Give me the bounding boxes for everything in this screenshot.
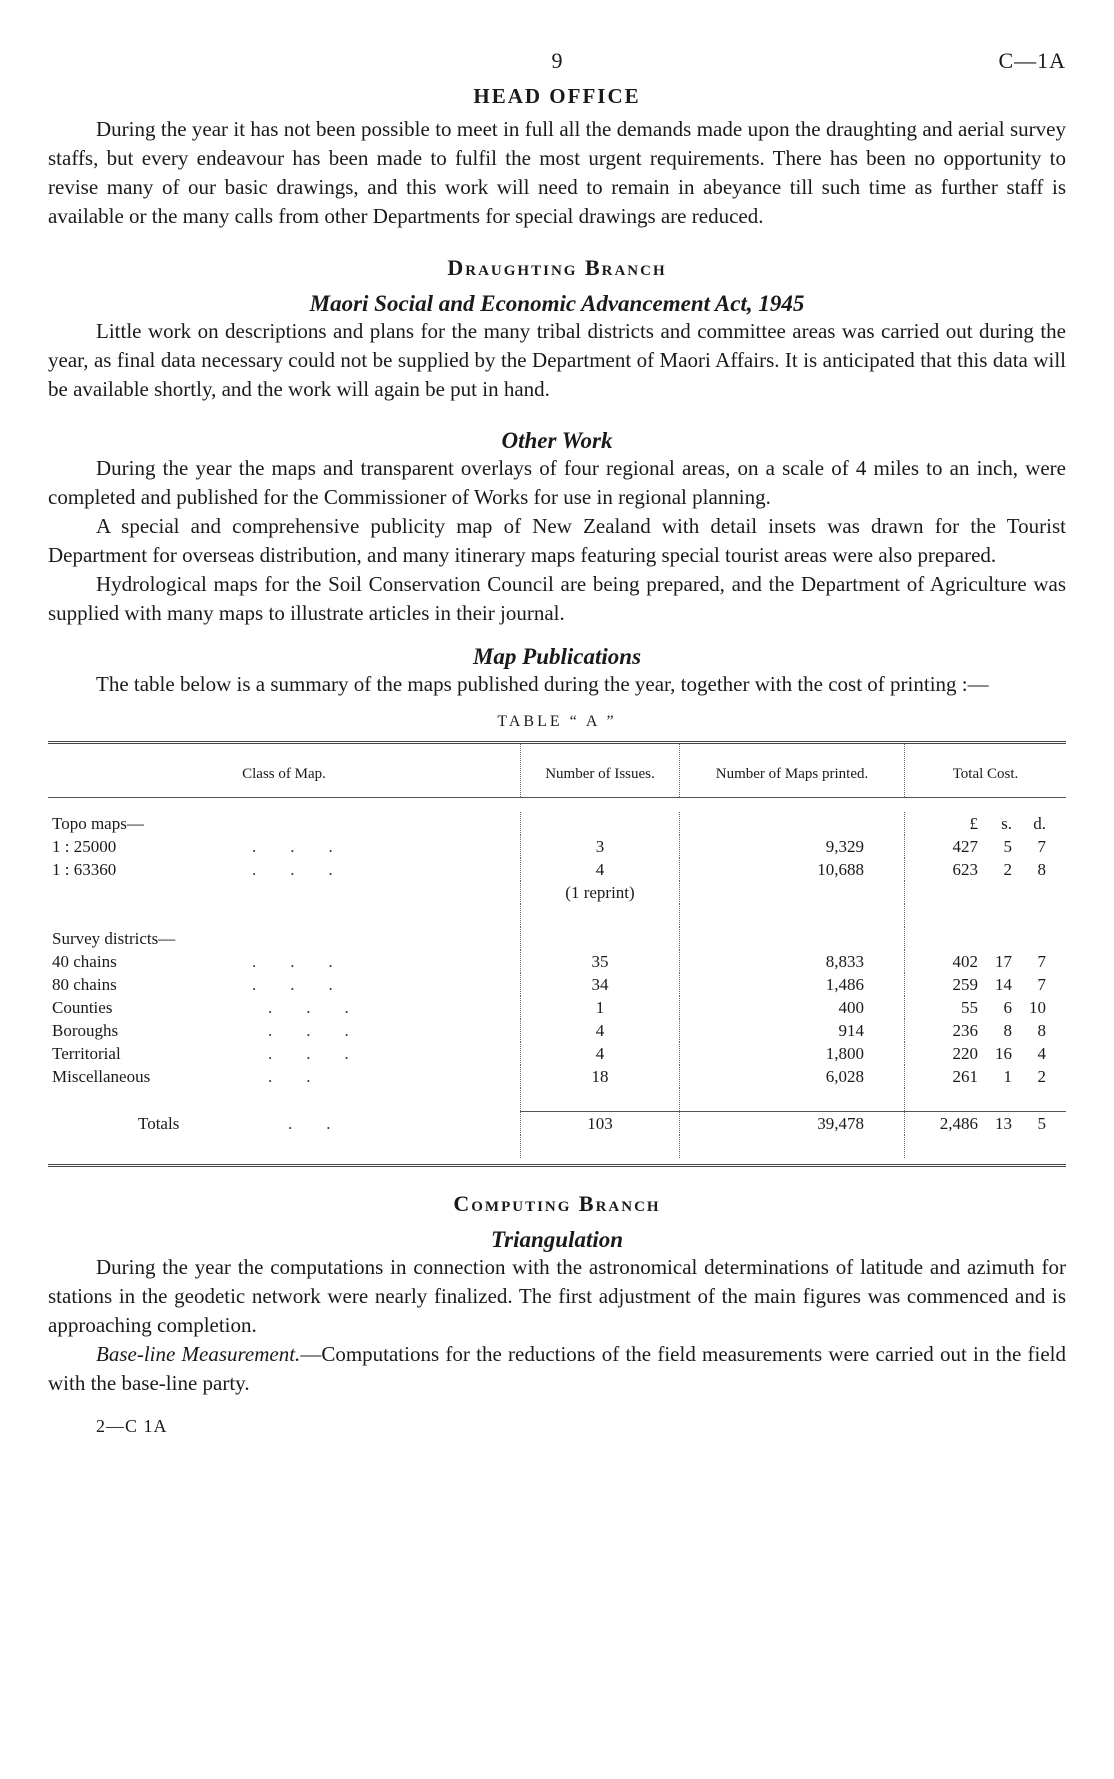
- table-row: Territorial ... 4 1,800 220 16 4: [48, 1042, 1066, 1065]
- document-code: C—1A: [998, 48, 1066, 73]
- row-maps: 1,486: [680, 973, 905, 996]
- table-row: [48, 812, 1066, 835]
- row-maps: 1,800: [680, 1042, 905, 1065]
- row-label: Boroughs: [52, 1021, 119, 1040]
- row-shillings: 8: [1003, 1021, 1012, 1040]
- other-work-paragraph-3: Hydrological maps for the Soil Conservation Council are being prepared, and the Department of Agriculture was supplied with many maps to illustrate articles in their journal.: [48, 572, 1066, 625]
- row-label: 1 : 63360: [52, 860, 117, 879]
- row-issues: 18: [521, 1065, 680, 1088]
- row-shillings: 6: [1003, 998, 1012, 1017]
- row-maps: 10,688: [680, 858, 905, 881]
- row-maps: 914: [680, 1019, 905, 1042]
- row-label: Counties: [52, 998, 113, 1017]
- row-issues: 4: [521, 1019, 680, 1042]
- row-shillings: 17: [995, 952, 1012, 971]
- running-header: [48, 40, 1066, 80]
- totals-shillings: 13: [995, 1114, 1012, 1133]
- row-issues: 1: [521, 996, 680, 1019]
- row-maps: 8,833: [680, 950, 905, 973]
- table-row: Counties ... 1 400 55 6 10: [48, 996, 1066, 1019]
- other-work-paragraph-2: A special and comprehensive publicity map of New Zealand with detail insets was drawn for the Tourist Department for overseas distribution, and many itinerary maps featuring special tourist areas were also prepared.: [48, 514, 1066, 567]
- row-pounds: 220: [952, 1044, 978, 1063]
- pence-unit: d.: [1033, 814, 1046, 833]
- table-caption: TABLE “ A ”: [497, 713, 617, 730]
- header-class: Class of Map.: [48, 744, 521, 798]
- baseline-text: —Computations for the reductions of the field measurements were carried out in the field with the base-line party.: [48, 1342, 1066, 1395]
- row-pounds: 402: [952, 952, 978, 971]
- row-label: Territorial: [52, 1044, 121, 1063]
- header-maps: Number of Maps printed.: [680, 744, 905, 798]
- table-row: Miscellaneous .. 18 6,028 261 1 2: [48, 1065, 1066, 1088]
- row-shillings: 5: [1003, 837, 1012, 856]
- row-pence: 2: [1037, 1067, 1046, 1086]
- row-pounds: 236: [952, 1021, 978, 1040]
- document-page: [48, 40, 1066, 1437]
- totals-pence: 5: [1037, 1114, 1046, 1133]
- head-office-paragraph: During the year it has not been possible to meet in full all the demands made upon the draughting and aerial survey staffs, but every endeavour has been made to fulfil the most urgent requirements. There has been no opportunity to revise many of our basic drawings, and this work will need to remain in abeyance till such time as further staff is available or the many calls from other Departments for special drawings are reduced.: [48, 117, 1066, 228]
- row-pence: 4: [1037, 1044, 1046, 1063]
- row-maps: 6,028: [680, 1065, 905, 1088]
- totals-label: Totals: [138, 1113, 180, 1133]
- footer-signature: 2—C 1A: [96, 1416, 168, 1436]
- row-pence: 10: [1029, 998, 1046, 1017]
- pounds-unit: £: [969, 814, 978, 833]
- triangulation-heading: Triangulation: [490, 1227, 624, 1252]
- row-shillings: 1: [1003, 1067, 1012, 1086]
- table-row: [48, 927, 1066, 950]
- computing-branch-heading: Computing Branch: [453, 1191, 661, 1216]
- map-publications-heading: Map Publications: [472, 644, 642, 669]
- table-row: [48, 881, 1066, 904]
- map-publications-paragraph: The table below is a summary of the maps published during the year, together with the cost of printing :—: [96, 672, 989, 696]
- maori-act-paragraph: Little work on descriptions and plans for the many tribal districts and committee areas was carried out during the year, as final data necessary could not be supplied by the Department of Maori Affairs. It is anticipated that this data will be available shortly, and the work will again be put in hand.: [48, 319, 1066, 401]
- row-issues: 34: [521, 973, 680, 996]
- row-pence: 8: [1037, 860, 1046, 879]
- row-issues: 35: [521, 950, 680, 973]
- other-work-heading: Other Work: [501, 428, 613, 453]
- triangulation-paragraph: During the year the computations in connection with the astronomical determinations of latitude and azimuth for stations in the geodetic network were nearly finalized. The first adjustment of the main figures was commenced and is approaching completion.: [48, 1255, 1066, 1337]
- row-pence: 7: [1037, 975, 1046, 994]
- row-label: 80 chains: [52, 975, 117, 994]
- row-pounds: 623: [952, 860, 978, 879]
- row-pounds: 427: [952, 837, 978, 856]
- row-pounds: 259: [952, 975, 978, 994]
- row-issues: 4: [521, 858, 680, 881]
- row-pence: 7: [1037, 837, 1046, 856]
- group-label: Survey districts—: [52, 929, 176, 948]
- row-label: 1 : 25000: [52, 837, 117, 856]
- row-pounds: 55: [961, 998, 978, 1017]
- row-pounds: 261: [952, 1067, 978, 1086]
- group-label: Topo maps—: [52, 814, 144, 833]
- page-number: 9: [551, 48, 563, 73]
- table-row: 40 chains ... 35 8,833 402 17 7: [48, 950, 1066, 973]
- baseline-paragraph: [48, 1340, 1066, 1398]
- shillings-unit: s.: [1001, 814, 1012, 833]
- row-maps: 400: [680, 996, 905, 1019]
- table-row: 80 chains ... 34 1,486 259 14 7: [48, 973, 1066, 996]
- other-work-paragraph-1: During the year the maps and transparent overlays of four regional areas, on a scale of 4 miles to an inch, were completed and published for the Commissioner of Works for use in regional planning.: [48, 456, 1066, 509]
- totals-maps: 39,478: [680, 1112, 905, 1136]
- map-summary-table: [48, 744, 1066, 1158]
- maori-act-heading: Maori Social and Economic Advancement Act, 1945: [309, 291, 805, 316]
- row-label: 40 chains: [52, 952, 117, 971]
- totals-row: Totals .. 103 39,478 2,486 13 5: [48, 1112, 1066, 1136]
- row-shillings: 2: [1003, 860, 1012, 879]
- row-shillings: 16: [995, 1044, 1012, 1063]
- row-issues: 3: [521, 835, 680, 858]
- row-pence: 8: [1037, 1021, 1046, 1040]
- totals-issues: 103: [521, 1112, 680, 1136]
- header-issues: Number of Issues.: [521, 744, 680, 798]
- header-cost: Total Cost.: [905, 744, 1067, 798]
- table-row: Boroughs ... 4 914 236 8 8: [48, 1019, 1066, 1042]
- row-issues: 4: [521, 1042, 680, 1065]
- draughting-branch-heading: Draughting Branch: [447, 255, 667, 280]
- table-row: 1 : 25000 ... 3 9,329 427 5 7: [48, 835, 1066, 858]
- head-office-heading: HEAD OFFICE: [473, 84, 641, 108]
- totals-pounds: 2,486: [939, 1114, 978, 1133]
- row-label: Miscellaneous: [52, 1067, 151, 1086]
- baseline-lead: Base-line Measurement.: [96, 1342, 301, 1366]
- table-header-row: [48, 744, 1066, 798]
- row-maps: 9,329: [680, 835, 905, 858]
- row-pence: 7: [1037, 952, 1046, 971]
- table-row: 1 : 63360 ... 4 10,688 623 2 8: [48, 858, 1066, 881]
- reprint-note: (1 reprint): [521, 881, 680, 904]
- row-shillings: 14: [995, 975, 1012, 994]
